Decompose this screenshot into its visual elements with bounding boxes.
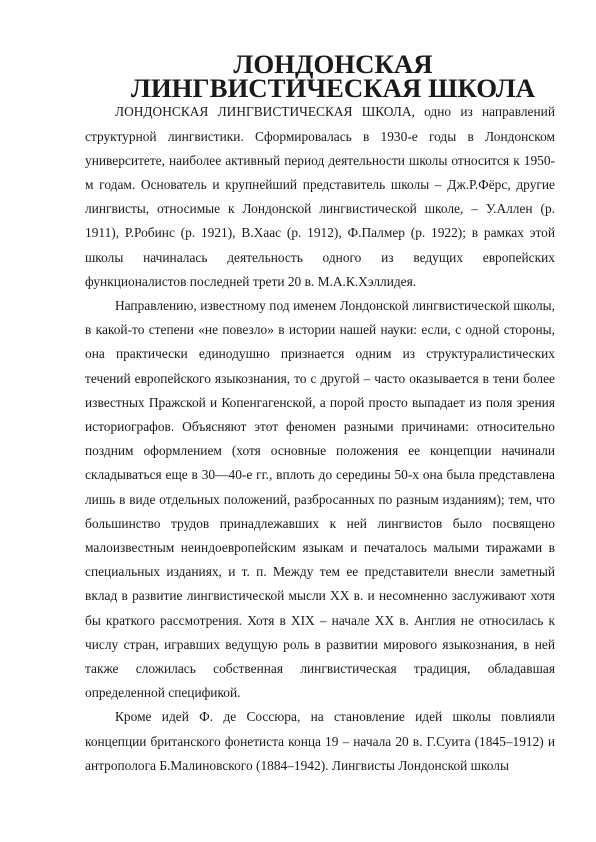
paragraph-history: Направлению, известному под именем Лондонской лингвистической школы, в какой-то степени «не повезло» в истории нашей науки: если, с одной стороны, она практически единодушно признается одним из структуралистических течений европейского языкознания, то с другой – часто оказывается в тени более известных Пражской и Копенгагенской, а порой просто выпадает из поля зрения историографов. Объясняют этот феномен разными причинами: относительно поздним оформлением (хотя основные положения ее концепции начинали складываться еще в 30—40-е гг., вплоть до середины 50-х она была представлена лишь в виде отдельных положений, разбросанных по разным изданиям); тем, что большинство трудов принадлежавших к ней лингвистов было посвящено малоизвестным неиндоевропейским языкам и печаталось малыми тиражами в специальных изданиях, и т. п. Между тем ее представители внесли заметный вклад в развитие лингвистической мысли XX в. и несомненно заслуживают хотя бы краткого рассмотрения. Хотя в XIX – начале XX в. Англия не относилась к числу стран, игравших ведущую роль в развитии мирового языкознания, в ней также сложилась собственная лингвистическая традиция, обладавшая определенной спецификой. bbox=[85, 298, 555, 701]
document-title: ЛОНДОНСКАЯ ЛИНГВИСТИЧЕСКАЯ ШКОЛА bbox=[130, 49, 536, 104]
paragraph-intro: ЛОНДОНСКАЯ ЛИНГВИСТИЧЕСКАЯ ШКОЛА, одно из направлений структурной лингвистики. Сформировалась в 1930-е годы в Лондонском университете, наиболее активный период деятельности школы относится к 1950-м годам. Основатель и крупнейший представитель школы – Дж.Р.Фёрс, другие лингвисты, относимые к Лондонской лингвистической школе, – У.Аллен (р. 1911), Р.Робинс (р. 1921), В.Хаас (р. 1912), Ф.Палмер (р. 1922); в рамках этой школы начиналась деятельность одного из ведущих европейских функционалистов последней трети 20 в. М.А.К.Хэллидея. bbox=[85, 104, 555, 289]
document-page bbox=[85, 49, 555, 778]
paragraph-influences: Кроме идей Ф. де Соссюра, на становление идей школы повлияли концепции британского фонетиста конца 19 – начала 20 в. Г.Суита (1845–1912) и антрополога Б.Малиновского (1884–1942). Лингвисты Лондонской школы bbox=[85, 709, 555, 773]
